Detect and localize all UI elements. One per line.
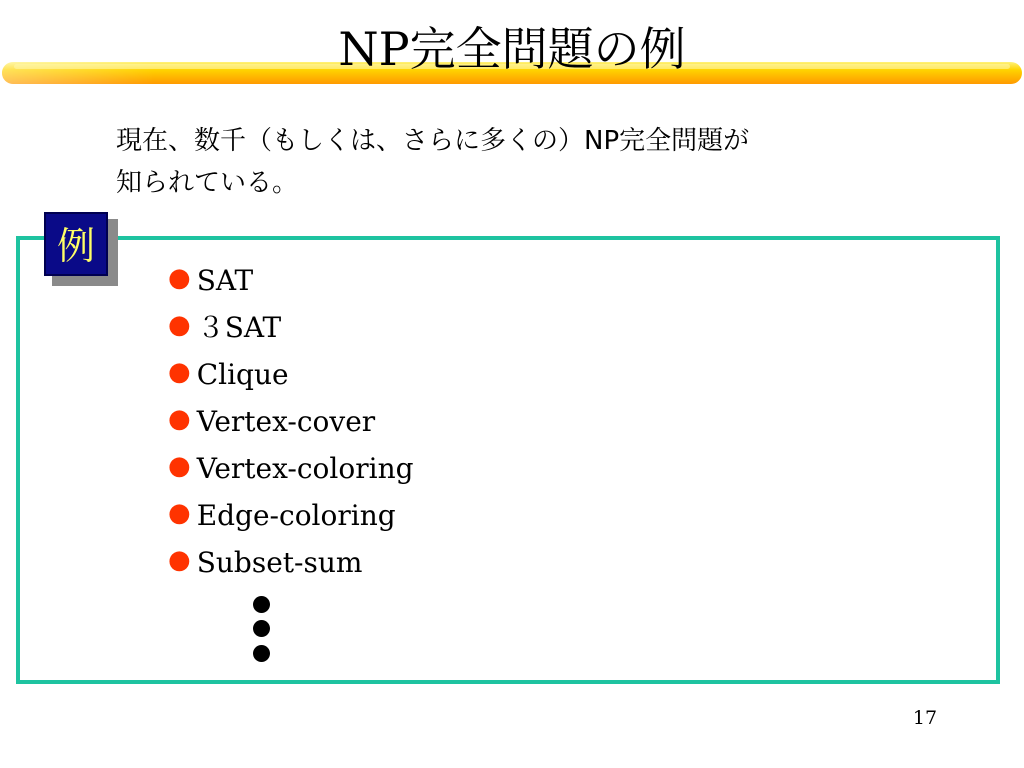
example-label: 例 <box>44 212 108 276</box>
intro-line: 現在、数千（もしくは、さらに多くの）NP完全問題が <box>116 126 750 156</box>
bullet-icon: ● <box>168 403 191 434</box>
list-item <box>168 539 414 586</box>
list-item-label: Subset-sum <box>196 546 363 579</box>
ellipsis-dot <box>253 596 270 613</box>
list-item-label: ３SAT <box>196 311 282 344</box>
list-item <box>168 351 414 398</box>
list-item <box>168 445 414 492</box>
bullet-icon: ● <box>168 544 191 575</box>
list-item-label: SAT <box>196 264 254 297</box>
list-item <box>168 304 414 351</box>
bullet-icon: ● <box>168 497 191 528</box>
list-item-label: Vertex-cover <box>196 405 376 438</box>
slide-title: NP完全問題の例 <box>338 22 686 76</box>
list-item-label: Vertex-coloring <box>196 452 414 485</box>
intro-line: 知られている。 <box>116 168 299 198</box>
bullet-icon: ● <box>168 262 191 293</box>
ellipsis-dot <box>253 645 270 662</box>
list-item-label: Clique <box>196 358 289 391</box>
ellipsis-dot <box>253 620 270 637</box>
page-number: 17 <box>912 707 938 729</box>
bullet-icon: ● <box>168 450 191 481</box>
list-item <box>168 492 414 539</box>
list-item <box>168 257 414 304</box>
intro-text <box>116 120 876 204</box>
example-list <box>168 257 414 586</box>
list-item <box>168 398 414 445</box>
vertical-ellipsis-icon <box>251 596 273 666</box>
example-box <box>16 236 1000 684</box>
list-item-label: Edge-coloring <box>196 499 396 532</box>
bullet-icon: ● <box>168 309 191 340</box>
bullet-icon: ● <box>168 356 191 387</box>
